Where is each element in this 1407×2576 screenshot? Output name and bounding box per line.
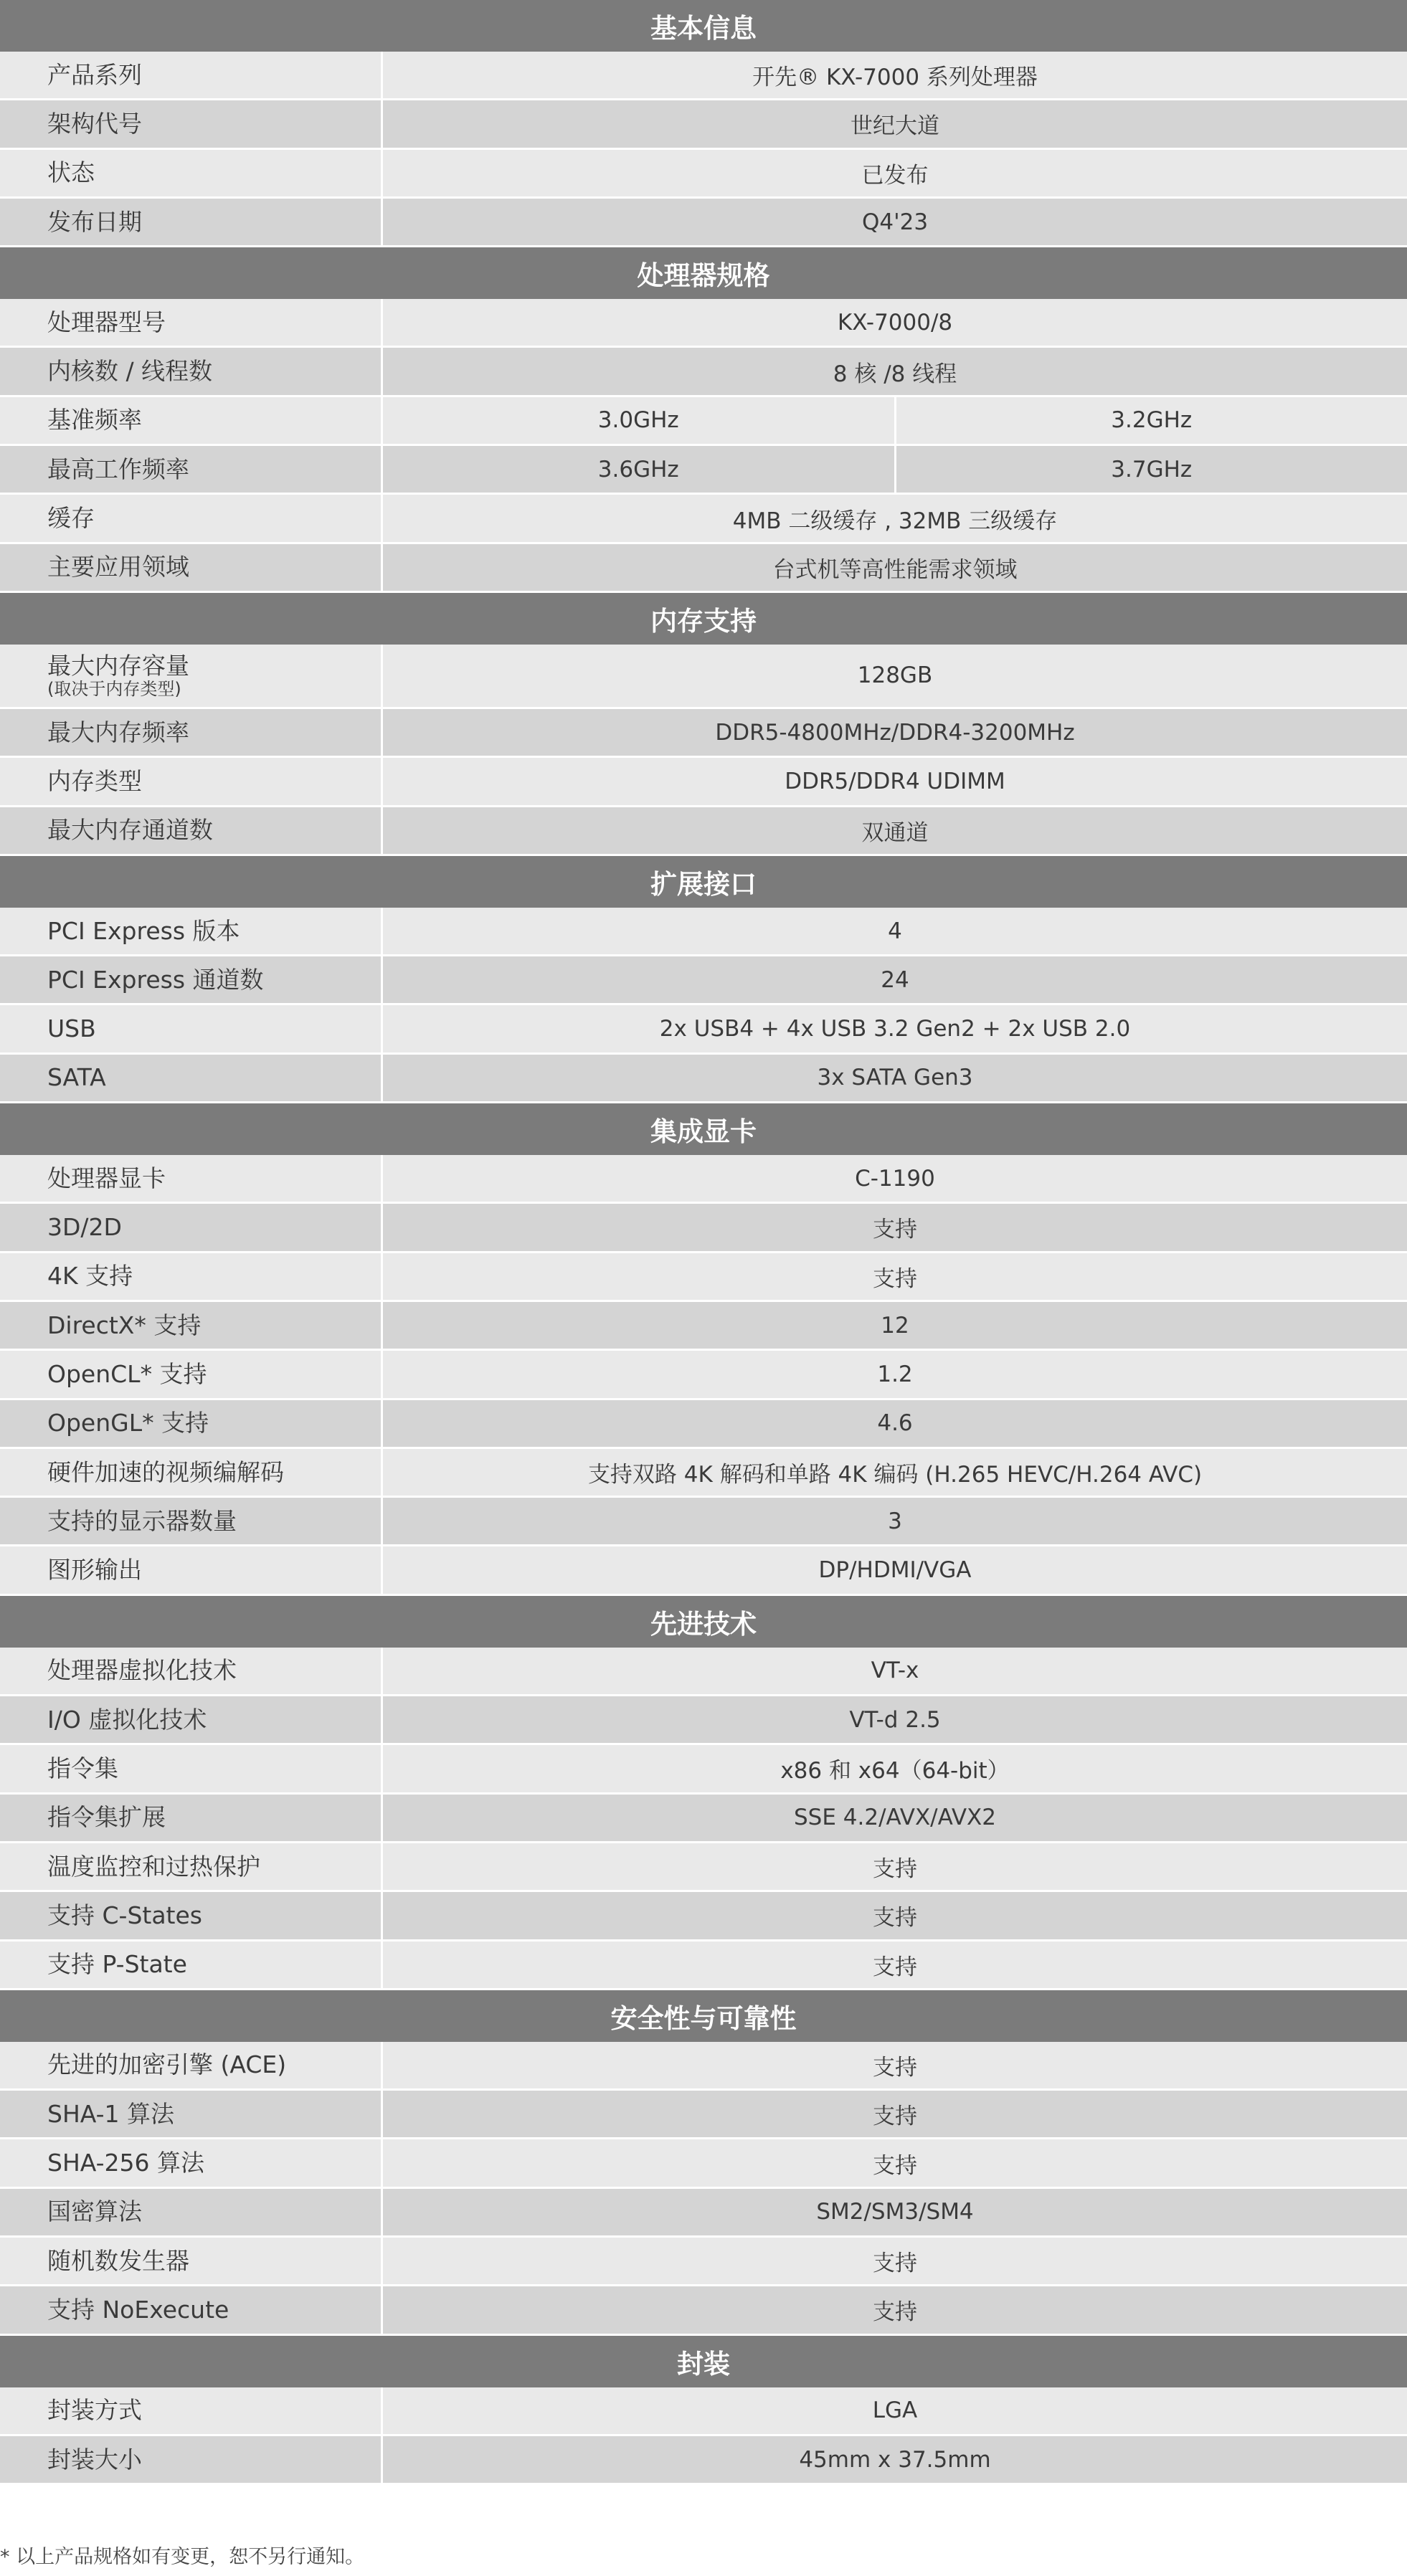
spec-label: 状态 [47,158,95,187]
spec-row [0,1648,1407,1696]
spec-row [0,446,1407,495]
spec-label-cell [0,446,383,493]
spec-label: 指令集扩展 [47,1803,166,1832]
spec-value: DP/HDMI/VGA [818,1557,972,1584]
spec-label-cell [0,52,383,98]
spec-label-cell [0,1204,383,1250]
spec-value: 45mm x 37.5mm [799,2446,991,2473]
spec-value: 世纪大道 [851,113,939,140]
spec-value: 双通道 [861,819,929,846]
spec-values [383,1302,1407,1349]
spec-label: 内存类型 [47,766,142,795]
spec-row [0,956,1407,1005]
spec-label: 3D/2D [47,1213,122,1242]
section-header: 内存支持 [0,593,1407,645]
section-header: 处理器规格 [0,247,1407,299]
spec-values [383,100,1407,147]
spec-values [383,758,1407,804]
spec-values [383,1892,1407,1939]
spec-label: 发布日期 [47,207,142,236]
spec-label-cell [0,709,383,756]
spec-row [0,397,1407,446]
spec-label-cell [0,1546,383,1593]
spec-label-cell [0,1745,383,1792]
spec-values [383,397,1407,444]
spec-values [383,52,1407,98]
spec-label: 4K 支持 [47,1262,133,1291]
spec-value: VT-x [871,1658,919,1684]
spec-values [383,1351,1407,1397]
spec-label: 封装方式 [47,2396,142,2425]
spec-value: C-1190 [855,1165,935,1192]
spec-value: x86 和 x64（64-bit） [780,1758,1010,1784]
spec-label-cell [0,1055,383,1101]
spec-row [0,1005,1407,1054]
spec-label-cell [0,1648,383,1694]
spec-row [0,645,1407,709]
spec-value: KX-7000/8 [837,309,953,336]
spec-row [0,2238,1407,2286]
spec-value: 支持 [873,2054,917,2081]
spec-section [0,1103,1407,1596]
spec-label: OpenCL* 支持 [47,1359,207,1388]
spec-row [0,1400,1407,1449]
spec-label: 内核数 / 线程数 [47,357,213,386]
spec-label-cell [0,2238,383,2284]
section-header: 先进技术 [0,1596,1407,1648]
spec-row [0,2387,1407,2436]
spec-label-cell [0,2091,383,2137]
spec-label: 最高工作频率 [47,455,189,483]
spec-label: I/O 虚拟化技术 [47,1705,207,1734]
spec-values [383,2139,1407,2186]
spec-sublabel: (取决于内存类型) [47,679,181,700]
spec-values [383,1795,1407,1841]
spec-value: SSE 4.2/AVX/AVX2 [793,1805,997,1831]
spec-row [0,1351,1407,1399]
spec-label-cell [0,1843,383,1890]
spec-label: 支持的显示器数量 [47,1506,237,1535]
spec-value: 支持 [873,2104,917,2130]
spec-label: 随机数发生器 [47,2246,189,2275]
spec-values [383,446,1407,493]
spec-value: 开先® KX-7000 系列处理器 [752,65,1038,91]
section-header: 安全性与可靠性 [0,1990,1407,2042]
spec-row [0,348,1407,396]
spec-row [0,1696,1407,1745]
spec-label-cell [0,100,383,147]
spec-row [0,709,1407,758]
spec-value: 3.7GHz [894,446,1407,493]
spec-label-cell [0,1302,383,1349]
spec-row [0,100,1407,149]
spec-label-cell [0,348,383,394]
spec-value: Q4'23 [861,209,929,235]
spec-label-cell [0,645,383,707]
spec-row [0,2139,1407,2188]
spec-label: OpenGL* 支持 [47,1409,209,1437]
spec-label: 最大内存频率 [47,718,189,746]
spec-value: 支持双路 4K 解码和单路 4K 编码 (H.265 HEVC/H.264 AVC) [587,1461,1203,1488]
spec-label: 主要应用领域 [47,553,189,581]
spec-values [383,1400,1407,1447]
spec-label: 处理器虚拟化技术 [47,1656,237,1685]
spec-value: 支持 [873,1265,917,1292]
spec-values [383,807,1407,854]
spec-label-cell [0,2286,383,2333]
spec-row [0,1843,1407,1892]
spec-row [0,2091,1407,2139]
spec-label: USB [47,1014,96,1043]
spec-label-cell [0,2189,383,2235]
spec-row [0,758,1407,807]
spec-value: 1.2 [877,1361,913,1387]
spec-section [0,1990,1407,2336]
spec-section [0,1596,1407,1990]
spec-label: 处理器显卡 [47,1164,166,1192]
spec-values [383,956,1407,1003]
spec-label: 缓存 [47,504,95,533]
spec-row [0,1745,1407,1794]
spec-value: 3 [888,1508,902,1534]
spec-values [383,348,1407,394]
spec-value: VT-d 2.5 [849,1706,941,1733]
spec-row [0,52,1407,100]
spec-row [0,1253,1407,1302]
spec-row [0,1055,1407,1103]
spec-label: 图形输出 [47,1556,142,1584]
spec-values [383,1204,1407,1250]
spec-value: 支持 [873,1905,917,1931]
spec-value: 3.2GHz [894,397,1407,444]
spec-label-cell [0,397,383,444]
spec-section [0,0,1407,247]
spec-row [0,807,1407,856]
spec-row [0,2436,1407,2485]
spec-label-cell [0,758,383,804]
spec-value: 3.6GHz [597,456,679,483]
spec-value: 支持 [873,1954,917,1980]
spec-value: 2x USB4 + 4x USB 3.2 Gen2 + 2x USB 2.0 [659,1016,1131,1042]
spec-values [383,495,1407,541]
spec-value: 已发布 [861,162,929,189]
spec-row [0,1155,1407,1204]
spec-values [383,1648,1407,1694]
spec-values [383,1941,1407,1988]
spec-label-cell [0,199,383,245]
spec-label-cell [0,299,383,346]
spec-label-cell [0,1400,383,1447]
spec-label-cell [0,807,383,854]
spec-value: 3.0GHz [597,407,679,434]
spec-row [0,2042,1407,2091]
spec-label: SATA [47,1063,106,1092]
spec-row [0,199,1407,247]
spec-value: 4 [888,918,902,944]
spec-label-cell [0,1155,383,1202]
spec-label: PCI Express 版本 [47,916,240,945]
spec-label-cell [0,1005,383,1052]
section-header: 集成显卡 [0,1103,1407,1155]
spec-label: 架构代号 [47,109,142,138]
spec-row [0,1941,1407,1990]
spec-value: 3x SATA Gen3 [817,1065,973,1091]
spec-label: 封装大小 [47,2445,142,2473]
spec-section [0,593,1407,856]
spec-value: 台式机等高性能需求领域 [772,556,1018,583]
spec-value: 12 [881,1312,909,1339]
spec-value: 128GB [857,662,933,689]
spec-section [0,856,1407,1103]
spec-label-cell [0,1351,383,1397]
spec-label-cell [0,1795,383,1841]
spec-row [0,1892,1407,1941]
spec-row [0,1204,1407,1253]
spec-values [383,645,1407,707]
spec-label: SHA-256 算法 [47,2149,204,2177]
spec-values [383,1155,1407,1202]
spec-label: SHA-1 算法 [47,2099,175,2128]
spec-row [0,299,1407,348]
spec-section [0,247,1407,593]
spec-value: 4.6 [877,1410,913,1437]
spec-row [0,1449,1407,1498]
spec-value: 支持 [873,2251,917,2277]
spec-values [383,150,1407,196]
spec-values [383,1449,1407,1496]
spec-label: 最大内存通道数 [47,816,213,845]
section-header: 封装 [0,2336,1407,2387]
spec-label: DirectX* 支持 [47,1311,202,1339]
spec-values [383,1546,1407,1593]
spec-values [383,908,1407,954]
spec-values [383,2238,1407,2284]
spec-values [383,2387,1407,2434]
spec-values [383,299,1407,346]
spec-label-cell [0,1253,383,1300]
spec-value: 支持 [873,2152,917,2179]
spec-values [383,1696,1407,1743]
spec-values [383,2436,1407,2483]
spec-value: LGA [872,2397,918,2424]
spec-row [0,495,1407,543]
spec-label-cell [0,2042,383,2088]
spec-label: 指令集 [47,1754,118,1782]
spec-label-cell [0,150,383,196]
spec-label: 处理器型号 [47,308,166,336]
spec-values [383,544,1407,591]
spec-values [383,709,1407,756]
spec-label: 国密算法 [47,2197,142,2226]
spec-value: 支持 [873,2299,917,2326]
spec-label-cell [0,908,383,954]
footnote: * 以上产品规格如有变更，恕不另行通知。 [0,2546,365,2568]
spec-value: 24 [881,966,909,993]
spec-row [0,1546,1407,1595]
spec-values [383,1055,1407,1101]
spec-values [383,1843,1407,1890]
spec-value: 支持 [873,1856,917,1883]
spec-row [0,1498,1407,1546]
spec-label: 基准频率 [47,406,142,434]
spec-label-cell [0,1696,383,1743]
spec-label-cell [0,2436,383,2483]
spec-label: 最大内存容量 [47,652,189,680]
spec-value: SM2/SM3/SM4 [816,2199,974,2225]
spec-label: 硬件加速的视频编解码 [47,1458,284,1486]
spec-value: 4MB 二级缓存 , 32MB 三级缓存 [732,508,1058,534]
spec-label-cell [0,2139,383,2186]
spec-values [383,2189,1407,2235]
spec-label-cell [0,2387,383,2434]
spec-values [383,2042,1407,2088]
spec-value: 支持 [873,1217,917,1243]
spec-row [0,150,1407,199]
spec-label-cell [0,544,383,591]
spec-row [0,908,1407,956]
spec-label-cell [0,1892,383,1939]
spec-values [383,1498,1407,1544]
spec-label: 支持 P-State [47,1950,187,1979]
spec-label-cell [0,495,383,541]
spec-label: 先进的加密引擎 (ACE) [47,2050,287,2079]
spec-label: 支持 NoExecute [47,2295,229,2324]
spec-label-cell [0,1941,383,1988]
spec-values [383,2091,1407,2137]
spec-row [0,544,1407,593]
spec-label: PCI Express 通道数 [47,965,264,994]
spec-values [383,1005,1407,1052]
spec-value: 8 核 /8 线程 [833,361,957,387]
spec-values [383,1745,1407,1792]
spec-row [0,2189,1407,2238]
spec-row [0,1795,1407,1843]
spec-section [0,2336,1407,2486]
spec-label: 温度监控和过热保护 [47,1852,260,1881]
spec-row [0,2286,1407,2335]
spec-label: 产品系列 [47,60,142,89]
spec-values [383,199,1407,245]
spec-values [383,1253,1407,1300]
section-header: 基本信息 [0,0,1407,52]
spec-row [0,1302,1407,1351]
spec-label-cell [0,1498,383,1544]
spec-value: DDR5-4800MHz/DDR4-3200MHz [715,719,1075,746]
spec-value: DDR5/DDR4 UDIMM [785,768,1005,794]
spec-label-cell [0,956,383,1003]
spec-label-cell [0,1449,383,1496]
spec-values [383,2286,1407,2333]
spec-label: 支持 C-States [47,1901,202,1929]
section-header: 扩展接口 [0,856,1407,908]
